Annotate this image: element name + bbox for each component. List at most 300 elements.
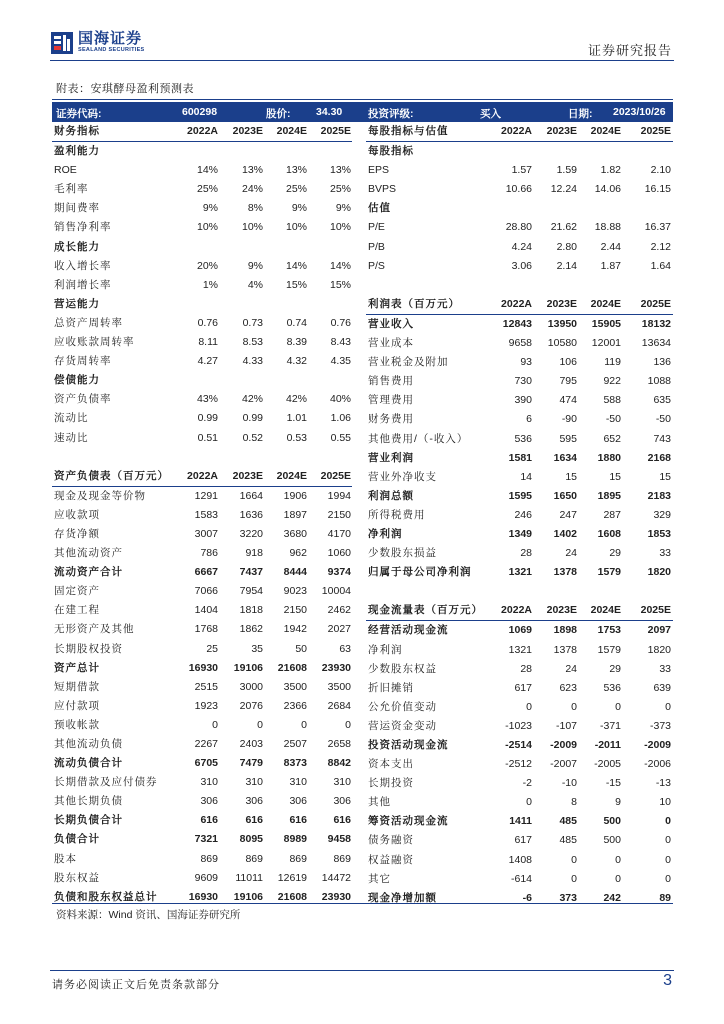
cell-value: 7954 xyxy=(239,585,263,598)
row-label: 收入增长率 xyxy=(54,259,112,272)
cell-value: 13% xyxy=(329,164,351,177)
cell-value: 10004 xyxy=(321,585,351,598)
table-caption: 附表：安琪酵母盈利预测表 xyxy=(56,83,194,95)
cell-value: 0 xyxy=(571,853,577,866)
cell-value: 10% xyxy=(241,221,263,234)
cell-value: 8.11 xyxy=(198,336,218,349)
cell-value: 16.37 xyxy=(644,221,671,234)
cell-value: 536 xyxy=(603,681,621,694)
section-row xyxy=(366,199,673,218)
cell-value: 0 xyxy=(301,718,307,731)
row-label: 应收账款周转率 xyxy=(54,336,135,349)
section-row xyxy=(52,371,352,390)
table-row xyxy=(366,717,673,736)
row-label: 资本支出 xyxy=(368,758,414,771)
table-row xyxy=(52,830,352,849)
row-label: 应付款项 xyxy=(54,699,100,712)
cell-value: 595 xyxy=(559,432,577,445)
row-label: 营业利润 xyxy=(368,451,414,464)
cell-value: 2097 xyxy=(647,624,671,637)
cell-value: 12.24 xyxy=(550,183,577,196)
cell-value: 1820 xyxy=(647,643,671,656)
table-row xyxy=(52,620,352,639)
table-row xyxy=(52,352,352,371)
table-row xyxy=(366,774,673,793)
cell-value: 14472 xyxy=(321,871,351,884)
row-label: 销售净利率 xyxy=(54,221,112,234)
cell-value: 869 xyxy=(289,852,307,865)
cell-value: 918 xyxy=(245,547,263,560)
row-label: 长期负债合计 xyxy=(54,814,123,827)
cell-value: 0 xyxy=(571,700,577,713)
cell-value: 0 xyxy=(665,853,671,866)
cell-value: 2150 xyxy=(283,604,307,617)
row-label: 折旧摊销 xyxy=(368,681,414,694)
cell-value: 23930 xyxy=(321,890,351,903)
table-row xyxy=(366,276,673,295)
cell-value: 13% xyxy=(241,164,263,177)
cell-value: 246 xyxy=(514,508,532,521)
cell-value: 8.53 xyxy=(242,336,263,349)
stock-price-label: 股价: xyxy=(266,108,291,120)
cell-value: 1636 xyxy=(239,508,263,521)
cell-value: 9% xyxy=(335,202,351,215)
cell-value: 6705 xyxy=(194,757,218,770)
cell-value: 1349 xyxy=(508,527,532,540)
cell-value: 1853 xyxy=(647,527,671,540)
cell-value: 4.27 xyxy=(197,355,218,368)
cell-value: 2076 xyxy=(239,699,263,712)
cell-value: 4.32 xyxy=(286,355,307,368)
cell-value: 1378 xyxy=(553,566,577,579)
table-header-row xyxy=(366,601,673,621)
cell-value: 1291 xyxy=(194,489,218,502)
table-row xyxy=(366,889,673,908)
cell-value: 1060 xyxy=(327,547,351,560)
row-label: 公允价值变动 xyxy=(368,700,437,713)
cell-value: -107 xyxy=(555,719,577,732)
cell-value: 2.44 xyxy=(600,240,621,253)
cell-value: 50 xyxy=(295,642,307,655)
cell-value: 0 xyxy=(615,853,621,866)
cell-value: 786 xyxy=(200,547,218,560)
row-label: 资产负债率 xyxy=(54,393,112,406)
row-label: 权益融资 xyxy=(368,853,414,866)
cell-value: 0 xyxy=(526,796,532,809)
cell-value: 136 xyxy=(653,356,671,369)
table-row xyxy=(366,506,673,525)
row-label: 资产负债表（百万元） xyxy=(54,469,169,482)
table-row xyxy=(366,641,673,660)
right-table xyxy=(366,122,673,908)
cell-value: 2024E xyxy=(276,469,307,482)
logo-text-cn: 国海证券 xyxy=(78,30,143,47)
cell-value: 14 xyxy=(520,470,532,483)
table-row xyxy=(366,430,673,449)
cell-value: 12843 xyxy=(502,317,532,330)
header-divider xyxy=(50,60,674,61)
table-row xyxy=(52,257,352,276)
left-table xyxy=(52,122,352,907)
row-label: 其他 xyxy=(368,796,391,809)
cell-value: 13950 xyxy=(547,317,577,330)
cell-value: -2009 xyxy=(550,739,577,751)
cell-value: 3007 xyxy=(194,527,218,540)
cell-value: 639 xyxy=(653,681,671,694)
cell-value: 0.99 xyxy=(197,412,218,425)
rating-label: 投资评级: xyxy=(368,108,414,120)
row-label: 期间费率 xyxy=(54,202,100,215)
table-row xyxy=(52,869,352,888)
table-row xyxy=(52,601,352,620)
cell-value: 2024E xyxy=(590,604,621,617)
cell-value: 2025E xyxy=(320,125,351,137)
cell-value: 10% xyxy=(196,221,218,234)
row-label: 毛利率 xyxy=(54,183,89,196)
row-label: 预收帐款 xyxy=(54,718,100,731)
cell-value: 616 xyxy=(289,814,307,827)
cell-value: 119 xyxy=(604,356,621,369)
row-label: 长期投资 xyxy=(368,777,414,790)
cell-value: 2025E xyxy=(640,125,671,137)
stock-info-bar xyxy=(52,102,673,122)
cell-value: 63 xyxy=(339,642,351,655)
cell-value: 8989 xyxy=(283,833,307,846)
cell-value: 3220 xyxy=(239,527,263,540)
table-bottom-rule xyxy=(52,903,673,904)
cell-value: 7479 xyxy=(239,757,263,770)
cell-value: 1321 xyxy=(508,643,532,656)
row-label: 现金及现金等价物 xyxy=(54,489,146,502)
cell-value: 10% xyxy=(285,221,307,234)
table-row xyxy=(366,449,673,468)
table-row xyxy=(366,391,673,410)
table-row xyxy=(52,850,352,869)
section-row xyxy=(52,142,352,161)
table-row xyxy=(52,659,352,678)
table-row xyxy=(366,315,673,334)
cell-value: 500 xyxy=(603,815,621,828)
row-label: 筹资活动现金流 xyxy=(368,815,449,828)
cell-value: -50 xyxy=(605,413,621,426)
cell-value: 16930 xyxy=(188,890,218,903)
cell-value: 9658 xyxy=(508,337,532,350)
cell-value: 0 xyxy=(212,718,218,731)
section-row xyxy=(366,142,673,161)
cell-value: 2.14 xyxy=(556,259,577,272)
cell-value: 2022A xyxy=(187,125,218,137)
table-row xyxy=(366,660,673,679)
row-label: 流动资产合计 xyxy=(54,566,123,579)
cell-value: 10580 xyxy=(547,337,577,350)
cell-value: 25% xyxy=(285,183,307,196)
row-label: EPS xyxy=(368,164,390,177)
stock-price: 34.30 xyxy=(316,106,343,118)
cell-value: 28 xyxy=(520,547,532,560)
row-label: 投资活动现金流 xyxy=(368,739,449,751)
cell-value: 8095 xyxy=(239,833,263,846)
cell-value: 2150 xyxy=(327,508,351,521)
cell-value: 2507 xyxy=(283,738,307,750)
cell-value: 15 xyxy=(565,470,577,483)
cell-value: 1378 xyxy=(553,643,577,656)
table-row xyxy=(52,333,352,352)
cell-value: 2023E xyxy=(232,469,263,482)
cell-value: 310 xyxy=(245,776,263,789)
table-row xyxy=(52,448,352,467)
cell-value: 0.55 xyxy=(330,431,351,444)
cell-value: 7437 xyxy=(239,566,263,579)
cell-value: 4170 xyxy=(327,527,351,540)
cell-value: 29 xyxy=(609,547,621,560)
cell-value: 7321 xyxy=(194,833,218,846)
cell-value: 306 xyxy=(333,795,351,808)
cell-value: 0.99 xyxy=(242,412,263,425)
cell-value: 9% xyxy=(247,259,263,272)
cell-value: 1818 xyxy=(239,604,263,617)
cell-value: 500 xyxy=(603,834,621,847)
cell-value: 1923 xyxy=(194,699,218,712)
cell-value: 4.35 xyxy=(330,355,351,368)
cell-value: 40% xyxy=(329,393,351,406)
table-header-row xyxy=(366,295,673,315)
table-row xyxy=(52,525,352,544)
cell-value: -2514 xyxy=(505,739,532,751)
table-row xyxy=(52,792,352,811)
logo-text-en: SEALAND SECURITIES xyxy=(78,47,145,53)
cell-value: 20% xyxy=(196,259,218,272)
cell-value: 2022A xyxy=(187,469,218,482)
cell-value: 1% xyxy=(202,278,218,291)
table-row xyxy=(366,698,673,717)
cell-value: 9374 xyxy=(327,566,351,579)
row-label: 股东权益 xyxy=(54,871,100,884)
cell-value: 306 xyxy=(245,795,263,808)
cell-value: 1321 xyxy=(508,566,532,579)
cell-value: 730 xyxy=(514,375,532,388)
table-row xyxy=(52,811,352,830)
cell-value: 306 xyxy=(289,795,307,808)
cell-value: 0.76 xyxy=(330,316,351,329)
cell-value: 12001 xyxy=(591,337,621,350)
cell-value: 1650 xyxy=(553,489,577,502)
cell-value: 1634 xyxy=(553,451,577,464)
cell-value: 12619 xyxy=(277,871,307,884)
cell-value: 14.06 xyxy=(594,183,621,196)
row-label: 经营活动现金流 xyxy=(368,624,449,637)
cell-value: 0 xyxy=(345,718,351,731)
table-row xyxy=(366,870,673,889)
row-label: 在建工程 xyxy=(54,604,100,617)
cell-value: 1088 xyxy=(647,375,671,388)
cell-value: 1579 xyxy=(597,643,621,656)
row-label: 利润总额 xyxy=(368,489,414,502)
cell-value: 2023E xyxy=(546,297,577,310)
cell-value: 0 xyxy=(615,700,621,713)
cell-value: 19106 xyxy=(233,890,263,903)
table-row xyxy=(366,257,673,276)
table-row xyxy=(366,180,673,199)
row-label: 营运能力 xyxy=(54,297,100,310)
data-source: 资料来源：Wind 资讯、国海证券研究所 xyxy=(56,909,241,921)
table-row xyxy=(366,353,673,372)
cell-value: 2366 xyxy=(283,699,307,712)
cell-value: 1.59 xyxy=(556,164,577,177)
table-row xyxy=(366,812,673,831)
cell-value: 1942 xyxy=(283,623,307,636)
row-label: 短期借款 xyxy=(54,680,100,693)
cell-value: 14% xyxy=(196,164,218,177)
cell-value: 8373 xyxy=(283,757,307,770)
row-label: 财务指标 xyxy=(54,125,100,137)
cell-value: 9458 xyxy=(327,833,351,846)
table-row xyxy=(52,390,352,409)
cell-value: 485 xyxy=(559,834,577,847)
row-label: 股本 xyxy=(54,852,77,865)
cell-value: 2022A xyxy=(501,125,532,137)
cell-value: 1581 xyxy=(508,451,532,464)
cell-value: 1069 xyxy=(508,624,532,637)
section-row xyxy=(52,295,352,314)
row-label: P/B xyxy=(368,240,385,253)
row-label: 流动比 xyxy=(54,412,89,425)
table-row xyxy=(366,218,673,237)
cell-value: -6 xyxy=(522,891,532,904)
cell-value: 2267 xyxy=(194,738,218,750)
cell-value: 869 xyxy=(245,852,263,865)
table-row xyxy=(52,161,352,180)
cell-value: 1.57 xyxy=(511,164,532,177)
cell-value: -90 xyxy=(561,413,577,426)
cell-value: 9 xyxy=(615,796,621,809)
table-row xyxy=(52,678,352,697)
stock-code-label: 证券代码: xyxy=(56,108,102,120)
cell-value: 962 xyxy=(289,547,307,560)
cell-value: 2024E xyxy=(276,125,307,137)
cell-value: -2512 xyxy=(505,758,532,771)
row-label: ROE xyxy=(54,164,77,177)
cell-value: 15905 xyxy=(591,317,621,330)
row-label: 营运资金变动 xyxy=(368,719,437,732)
row-label: 资产总计 xyxy=(54,661,100,674)
cell-value: 617 xyxy=(514,681,532,694)
section-row xyxy=(52,238,352,257)
cell-value: 869 xyxy=(200,852,218,865)
cell-value: -2 xyxy=(522,777,532,790)
table-row xyxy=(366,621,673,640)
cell-value: 7066 xyxy=(194,585,218,598)
cell-value: 485 xyxy=(559,815,577,828)
cell-value: 42% xyxy=(285,393,307,406)
row-label: 负债合计 xyxy=(54,833,100,846)
cell-value: 616 xyxy=(245,814,263,827)
table-row xyxy=(52,199,352,218)
cell-value: 8.43 xyxy=(330,336,351,349)
stock-code: 600298 xyxy=(182,106,218,118)
table-row xyxy=(52,754,352,773)
table-row xyxy=(52,429,352,448)
cell-value: -1023 xyxy=(505,719,532,732)
cell-value: 2025E xyxy=(320,469,351,482)
cell-value: 2023E xyxy=(232,125,263,137)
table-row xyxy=(52,218,352,237)
cell-value: 0 xyxy=(665,834,671,847)
cell-value: 9% xyxy=(202,202,218,215)
cell-value: 0 xyxy=(571,872,577,885)
cell-value: 106 xyxy=(559,356,577,369)
cell-value: 2025E xyxy=(640,604,671,617)
table-row xyxy=(52,582,352,601)
cell-value: 0 xyxy=(257,718,263,731)
cell-value: 0.76 xyxy=(197,316,218,329)
table-row xyxy=(52,640,352,659)
cell-value: 1664 xyxy=(239,489,263,502)
cell-value: 1820 xyxy=(647,566,671,579)
row-label: 其他长期负债 xyxy=(54,795,123,808)
cell-value: 2.10 xyxy=(650,164,671,177)
cell-value: 0 xyxy=(526,700,532,713)
cell-value: 2027 xyxy=(327,623,351,636)
table-row xyxy=(52,544,352,563)
cell-value: 24 xyxy=(565,662,577,675)
cell-value: 1895 xyxy=(597,489,621,502)
cell-value: -2007 xyxy=(550,758,577,771)
cell-value: 24% xyxy=(241,183,263,196)
cell-value: 21608 xyxy=(277,661,307,674)
row-label: 偿债能力 xyxy=(54,374,100,387)
table-row xyxy=(52,563,352,582)
cell-value: 24 xyxy=(565,547,577,560)
row-label: 现金净增加额 xyxy=(368,891,437,904)
cell-value: 21.62 xyxy=(550,221,577,234)
page-number: 3 xyxy=(663,972,672,989)
cell-value: 635 xyxy=(653,394,671,407)
row-label: 流动负债合计 xyxy=(54,757,123,770)
cell-value: 2658 xyxy=(327,738,351,750)
row-label: 其他流动资产 xyxy=(54,547,123,560)
row-label: 所得税费用 xyxy=(368,508,426,521)
cell-value: 1.06 xyxy=(330,412,351,425)
report-date: 2023/10/26 xyxy=(613,106,666,118)
company-logo xyxy=(50,31,180,55)
row-label: 应收款项 xyxy=(54,508,100,521)
table-row xyxy=(366,563,673,582)
cell-value: 4% xyxy=(247,278,263,291)
cell-value: 1404 xyxy=(194,604,218,617)
cell-value: 8842 xyxy=(327,757,351,770)
cell-value: 1411 xyxy=(509,815,532,828)
cell-value: 28.80 xyxy=(505,221,532,234)
row-label: 固定资产 xyxy=(54,585,100,598)
cell-value: 242 xyxy=(603,891,621,904)
cell-value: 2183 xyxy=(647,489,671,502)
row-label: 现金流量表（百万元） xyxy=(368,604,483,617)
page-header xyxy=(0,0,724,60)
cell-value: 10.66 xyxy=(505,183,532,196)
row-label: 销售费用 xyxy=(368,375,414,388)
row-label: 利润增长率 xyxy=(54,278,112,291)
cell-value: 795 xyxy=(559,375,577,388)
cell-value: 588 xyxy=(603,394,621,407)
cell-value: -2005 xyxy=(594,758,621,771)
table-row xyxy=(52,735,352,754)
table-row xyxy=(52,773,352,792)
cell-value: 1897 xyxy=(283,508,307,521)
table-row xyxy=(366,372,673,391)
cell-value: 33 xyxy=(659,547,671,560)
cell-value: 28 xyxy=(520,662,532,675)
cell-value: 8 xyxy=(571,796,577,809)
